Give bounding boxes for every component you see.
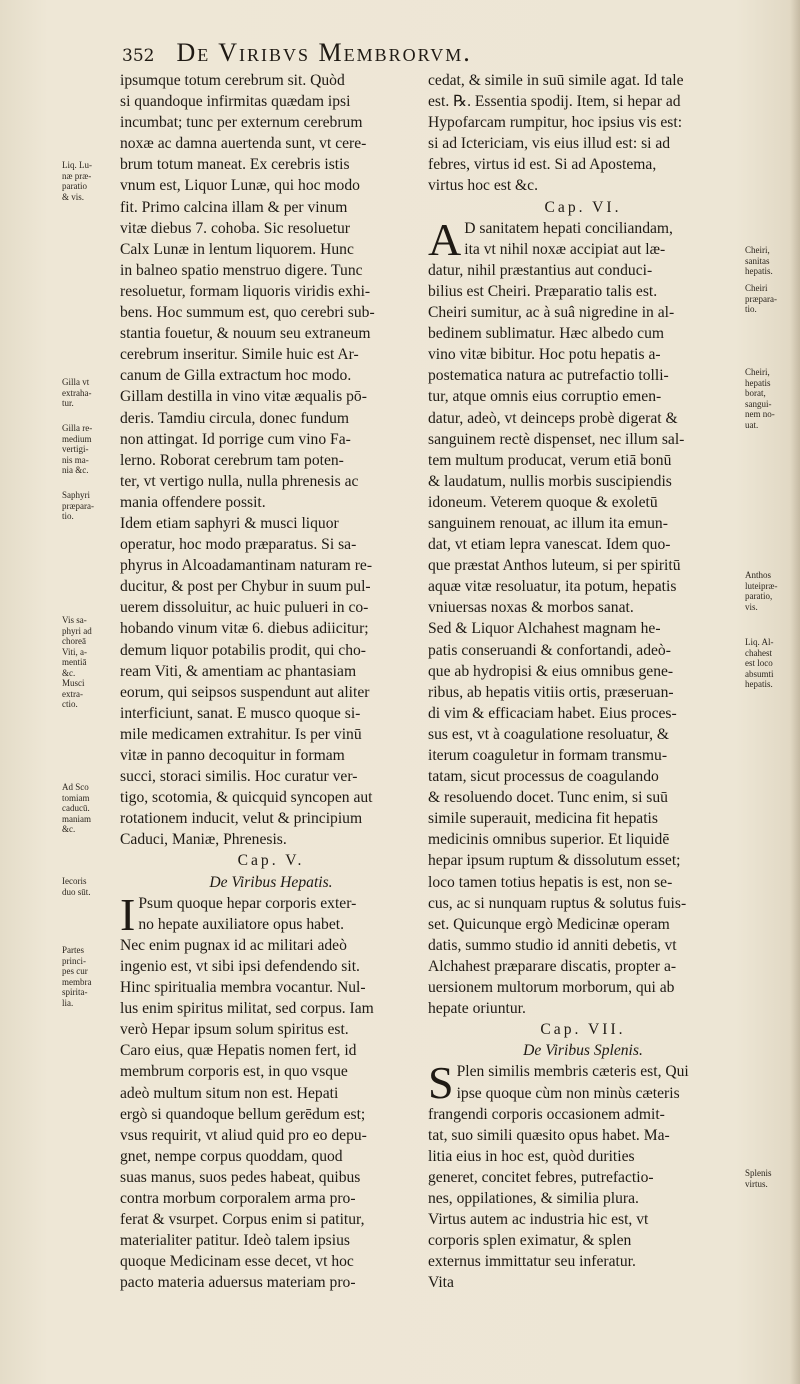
text-line: externus immittatur seu inferatur. (428, 1253, 636, 1271)
margin-note-line: Iecoris (62, 876, 87, 886)
text-line: idoneum. Veterem quoque & exoletū (428, 493, 658, 511)
text-line: vino vitæ bibitur. Hoc potu hepatis a- (428, 346, 661, 364)
chapter-heading: Cap. VI. (544, 198, 622, 216)
text-line: ita vt nihil noxæ accipiat aut læ- (464, 240, 666, 258)
text-line: incumbat; tunc per externum cerebrum (120, 114, 363, 132)
margin-note-line: caducū. (62, 803, 90, 813)
page-header (122, 38, 652, 68)
left-column (120, 70, 422, 1293)
margin-note-line: Viti, a- (62, 646, 87, 657)
text-line: generet, concitet febres, putrefactio- (428, 1168, 654, 1186)
margin-note-line: paratio, (745, 591, 773, 601)
text-line: operatur, hoc modo præparatus. Si sa- (120, 536, 357, 554)
text-line: Alchahest præparare discatis, propter a- (428, 957, 677, 975)
text-line: ingenio est, vt sibi ipsi defendendo sit. (120, 957, 360, 975)
text-line: ipsumque totum cerebrum sit. Quòd (120, 72, 345, 89)
margin-note-line: Ad Sco (62, 782, 89, 792)
margin-note-line: duo sūt. (62, 886, 91, 897)
text-line: di vim & efficaciam habet. Eius proces- (428, 704, 677, 722)
text-line: mania offendere possit. (120, 493, 266, 511)
text-line: Hypofarcam rumpitur, hoc ipsius vis est: (428, 114, 683, 132)
text-line: canum de Gilla extractum hoc modo. (120, 367, 352, 385)
margin-note-line: Saphyri (62, 490, 90, 500)
text-line: brum totum maneat. Ex cerebris istis (120, 156, 350, 174)
text-line: litia eius in hoc est, quòd durities (428, 1147, 635, 1165)
margin-note-line: præpara- (745, 293, 777, 304)
text-line: medicinis omnibus superior. Et liquidē (428, 831, 670, 849)
margin-note-line: membra (62, 976, 92, 987)
margin-note-line: Musci (62, 678, 85, 688)
text-line: ribus, ab hepatis vitiis ortis, præseruan- (428, 683, 674, 701)
text-line: cerebrum inseritur. Simile huic est Ar- (120, 346, 359, 364)
text-line: Psum quoque hepar corporis exter- (138, 894, 357, 912)
text-line: tat, suo simili quæsito opus habet. Ma- (428, 1126, 670, 1144)
page-edge-shadow (790, 0, 800, 1384)
text-line: Caro eius, quæ Hepatis nomen fert, id (120, 1042, 357, 1060)
text-line: tatam, sicut processus de coagulando (428, 768, 659, 786)
margin-note-line: hepatis. (745, 679, 773, 689)
text-line: materialiter patitur. Ideò talem ipsius (120, 1232, 350, 1250)
text-line: vitæ diebus 7. cohoba. Sic resoluetur (120, 219, 350, 237)
text-line: Caduci, Maniæ, Phrenesis. (120, 831, 287, 849)
text-line: set. Quicunque ergò Medicinæ operam (428, 915, 670, 933)
margin-note-line: lia. (62, 997, 74, 1008)
text-line: ducitur, & post per Chybur in suum pul- (120, 578, 371, 596)
margin-note-line: Liq. Al- (745, 637, 774, 647)
margin-note-line: nia &c. (62, 465, 89, 475)
drop-capital: S (428, 1057, 454, 1109)
text-line: Calx Lunæ in lentum liquorem. Hunc (120, 240, 354, 258)
margin-note (62, 377, 114, 409)
text-line: ferat & vsurpet. Corpus enim si patitur, (120, 1211, 365, 1229)
margin-note-line: maniam (62, 813, 91, 824)
chapter-heading: Cap. VII. (540, 1021, 626, 1039)
margin-note (62, 423, 114, 476)
text-line: sus est, vt à coagulatione resoluatur, & (428, 725, 670, 743)
right-column (428, 70, 738, 1293)
margin-note-line: borat, (745, 388, 766, 398)
text-line: verò Hepar ipsum solum spiritus est. (120, 1021, 349, 1039)
text-line: noxæ ac damna auertenda sunt, vt cere- (120, 135, 367, 153)
text-line: resoluetur, formam liquoris viridis exhi- (120, 282, 371, 300)
text-line: sanguinem renouat, ac illum ita emun- (428, 514, 668, 532)
margin-note-line: paratio (62, 181, 87, 191)
margin-note-line: &c. (62, 667, 76, 678)
text-line: quoque Medicinam esse decet, vt hoc (120, 1253, 354, 1271)
margin-note (62, 782, 114, 835)
text-line: membrum corporis est, in quo vsque (120, 1063, 348, 1081)
text-line: gnet, nempe corpus quoddam, quod (120, 1147, 343, 1165)
text-line: no hepate auxiliatore opus habet. (138, 915, 345, 933)
text-line: fit. Primo calcina illam & per vinum (120, 198, 348, 216)
right-text-block (428, 70, 738, 197)
margin-note-line: nem no- (745, 409, 775, 419)
text-line: pacto materia aduersus materiam pro- (120, 1274, 356, 1292)
text-line: aquæ vitæ resoluatur, ita potum, hepatis (428, 578, 677, 596)
text-line: phyrus in Alcoadamantinam naturam re- (120, 557, 373, 575)
left-text-block (120, 70, 422, 850)
text-line: febres, virtus id est. Si ad Apostema, (428, 156, 657, 174)
text-line: bens. Hoc summum est, quo cerebri sub- (120, 304, 375, 322)
text-line: frangendi corporis occasionem admit- (428, 1105, 665, 1123)
text-line: interficiunt, sanat. E musco quoque si- (120, 704, 361, 722)
text-line: stantia fouetur, & nouum seu extraneum (120, 325, 371, 343)
text-line: si quandoque infirmitas quædam ipsi (120, 93, 351, 111)
chapter-body (428, 213, 738, 1020)
margin-note-line: tio. (745, 304, 757, 314)
text-line: Virtus autem ac industria hic est, vt (428, 1211, 649, 1229)
text-line: mile medicamen extrahitur. Is per vinū (120, 725, 362, 743)
margin-note-line: luteipræ- (745, 580, 778, 591)
text-line: Vita (428, 1274, 454, 1292)
text-line: que præstat Anthos luteum, si per spiritū (428, 557, 681, 575)
margin-note-line: sanitas (745, 255, 770, 266)
chapter-text (428, 213, 738, 1020)
margin-note-line: næ præ- (62, 170, 92, 181)
margin-note-line: & vis. (62, 191, 85, 202)
text-line: tigo, scotomia, & quicquid syncopen aut (120, 789, 373, 807)
drop-capital: A (428, 213, 462, 265)
text-line: in balneo spatio menstruo digere. Tunc (120, 261, 363, 279)
margin-note-line: est loco (745, 658, 773, 668)
margin-note-line: &c. (62, 824, 76, 834)
text-line: & laudatum, nullis morbis suscipiendis (428, 472, 672, 490)
text-line: lerno. Roborat cerebrum tam poten- (120, 451, 344, 469)
margin-note-line: tur. (62, 398, 74, 408)
text-line: demum liquor potabilis prodit, qui cho- (120, 641, 367, 659)
text-line: contra morbum corporalem arma pro- (120, 1189, 356, 1207)
text-line: tur, atque omnis eius corruptio emen- (428, 388, 662, 406)
text-line: & resoluendo docet. Tunc enim, si suū (428, 789, 668, 807)
text-line: ergò si quandoque bellum gerēdum est; (120, 1105, 366, 1123)
text-line: datis, summo studio id anniti debetis, vt (428, 936, 677, 954)
chapter-subtitle: De Viribus Hepatis. (209, 873, 333, 891)
margin-note-line: pes cur (62, 966, 88, 976)
text-line: iterum coaguletur in formam transmu- (428, 747, 668, 764)
text-line: postematica natura ac putrefactio tolli- (428, 367, 669, 385)
text-line: adeò multum situm non est. Hepati (120, 1084, 339, 1102)
margin-note (62, 615, 114, 710)
text-line: simile superauit, medicina fit hepatis (428, 810, 658, 828)
text-line: dat, vt etiam lepra vanescat. Idem quo- (428, 536, 671, 554)
text-line: D sanitatem hepati conciliandam, (464, 219, 673, 237)
text-line: bilius est Cheiri. Præparatio talis est. (428, 282, 658, 300)
margin-note-line: ctio. (62, 699, 78, 709)
chapter-body (428, 1057, 738, 1293)
margin-note-line: Splenis (745, 1168, 772, 1178)
margin-note-line: virtus. (745, 1178, 768, 1189)
text-line: rotationem inducit, velut & principium (120, 810, 363, 828)
text-line: cedat, & simile in suū simile agat. Id tale (428, 72, 684, 89)
margin-note-line: spirita- (62, 987, 88, 997)
text-line: hepar ipsum ruptum & dissolutum esset; (428, 852, 681, 870)
margin-note-line: præpara- (62, 500, 94, 511)
margin-note-line: hepatis (745, 377, 771, 388)
text-line: Cheiri sumitur, ac à suâ nigredine in al- (428, 304, 675, 322)
text-line: cus, ac si nunquam ruptus & solutus fuis- (428, 894, 687, 912)
margin-note-line: chahest (745, 647, 772, 658)
margin-note (62, 945, 114, 1008)
margin-note-line: Anthos (745, 570, 772, 580)
text-line: uersionem multorum morborum, qui ab (428, 979, 675, 997)
text-line: vitæ in panno decoquitur in formam (120, 747, 345, 764)
chapter-text (428, 1057, 738, 1293)
margin-note-line: nis ma- (62, 454, 89, 465)
margin-note-line: choreā (62, 636, 86, 646)
text-line: hobando vinum vitæ 6. diebus adiicitur; (120, 620, 369, 638)
margin-note-line: vis. (745, 601, 758, 612)
text-line: nes, oppilationes, & similia plura. (428, 1189, 639, 1207)
text-line: deris. Tamdiu circula, donec fundum (120, 409, 349, 427)
text-line: Gillam destilla in vino vitæ æqualis pō- (120, 388, 367, 406)
margin-note-line: uat. (745, 419, 759, 430)
text-line: Nec enim pugnax id ac militari adeò (120, 936, 347, 954)
text-line: suas manus, suos pedes habeat, quibus (120, 1168, 361, 1186)
margin-note-line: sangui- (745, 398, 772, 409)
text-line: hepate oriuntur. (428, 1000, 526, 1018)
text-line: succi, storaci similis. Hoc curatur ver- (120, 768, 358, 786)
margin-note-line: Vis sa- (62, 615, 87, 625)
text-line: corporis splen eximatur, & splen (428, 1232, 632, 1250)
text-line: sanguinem rectè dispenset, nec illum sal- (428, 430, 685, 448)
page-number: 352 (122, 46, 155, 66)
margin-note-line: Gilla re- (62, 423, 93, 433)
text-line: eorum, qui seipsos suspendunt aut aliter (120, 683, 370, 701)
text-line: datur, adeò, vt deinceps probè digerat & (428, 409, 678, 427)
text-line: bedinem sublimatur. Hæc albedo cum (428, 325, 665, 343)
text-line: patis conseruandi & confortandi, adeò- (428, 641, 671, 659)
chapter-heading: Cap. V. (237, 852, 305, 870)
text-line: ream Viti, & amentiam ac phantasiam (120, 662, 357, 680)
text-line: si ad Ictericiam, vis eius illud est: si ad (428, 135, 671, 153)
margin-note-line: mentiā (62, 657, 87, 667)
chapter-text (120, 888, 422, 1294)
text-line: Idem etiam saphyri & musci liquor (120, 514, 339, 532)
margin-note-line: princi- (62, 955, 86, 966)
text-line: tem multum producat, verum etiā bonū (428, 451, 672, 469)
margin-note-line: Gilla vt (62, 377, 90, 387)
margin-note-line: extra- (62, 688, 83, 699)
text-line: datur, nihil præstantius aut conduci- (428, 261, 653, 279)
margin-note-line: tomiam (62, 792, 90, 803)
text-line: loco tamen totius hepatis is est, non se- (428, 873, 673, 891)
margin-note (62, 490, 114, 522)
text-line: ter, vt vertigo nulla, nulla phrenesis ac (120, 472, 359, 490)
margin-note-line: extraha- (62, 387, 92, 398)
text-line: vnum est, Liquor Lunæ, qui hoc modo (120, 177, 360, 195)
margin-note-line: Liq. Lu- (62, 160, 92, 170)
text-line: vniuersas noxas & morbos sanat. (428, 599, 634, 617)
text-line: uerem dissoluitur, ac huic pulueri in co- (120, 599, 369, 617)
text-line: virtus hoc est &c. (428, 177, 539, 195)
margin-note (62, 160, 114, 202)
margin-note-line: hepatis. (745, 266, 773, 276)
text-line: ipse quoque cùm non minùs cæteris (456, 1084, 680, 1102)
margin-note-line: vertigi- (62, 444, 89, 454)
text-line: lus enim spiritus militat, sed corpus. Iam (120, 1000, 374, 1018)
text-line: non attingat. Id porrige cum vino Fa- (120, 430, 351, 448)
margin-note-line: tio. (62, 511, 74, 521)
margin-note-line: medium (62, 433, 92, 444)
margin-note-line: Cheiri (745, 283, 768, 293)
margin-note-line: Cheiri, (745, 367, 770, 377)
margin-note (62, 876, 114, 897)
text-line: est. ℞. Essentia spodij. Item, si hepar ad (428, 93, 681, 111)
margin-note-line: absumti (745, 668, 774, 679)
chapter-body (120, 888, 422, 1294)
margin-note-line: Cheiri, (745, 245, 770, 255)
text-line: que ab hydropisi & eius omnibus gene- (428, 662, 674, 680)
text-line: Plen similis membris cæteris est, Qui (456, 1063, 689, 1081)
chapter-subtitle: De Viribus Splenis. (523, 1042, 643, 1060)
drop-capital: I (120, 888, 136, 940)
text-line: vsus requirit, vt aliud quid pro eo depu- (120, 1126, 367, 1144)
margin-note-line: Partes (62, 945, 84, 955)
text-line: Hinc spiritualia membra vocantur. Nul- (120, 979, 366, 997)
running-head: De Viribvs Membrorvm. (176, 38, 472, 67)
text-line: Sed & Liquor Alchahest magnam he- (428, 620, 661, 638)
margin-note-line: phyri ad (62, 625, 92, 636)
